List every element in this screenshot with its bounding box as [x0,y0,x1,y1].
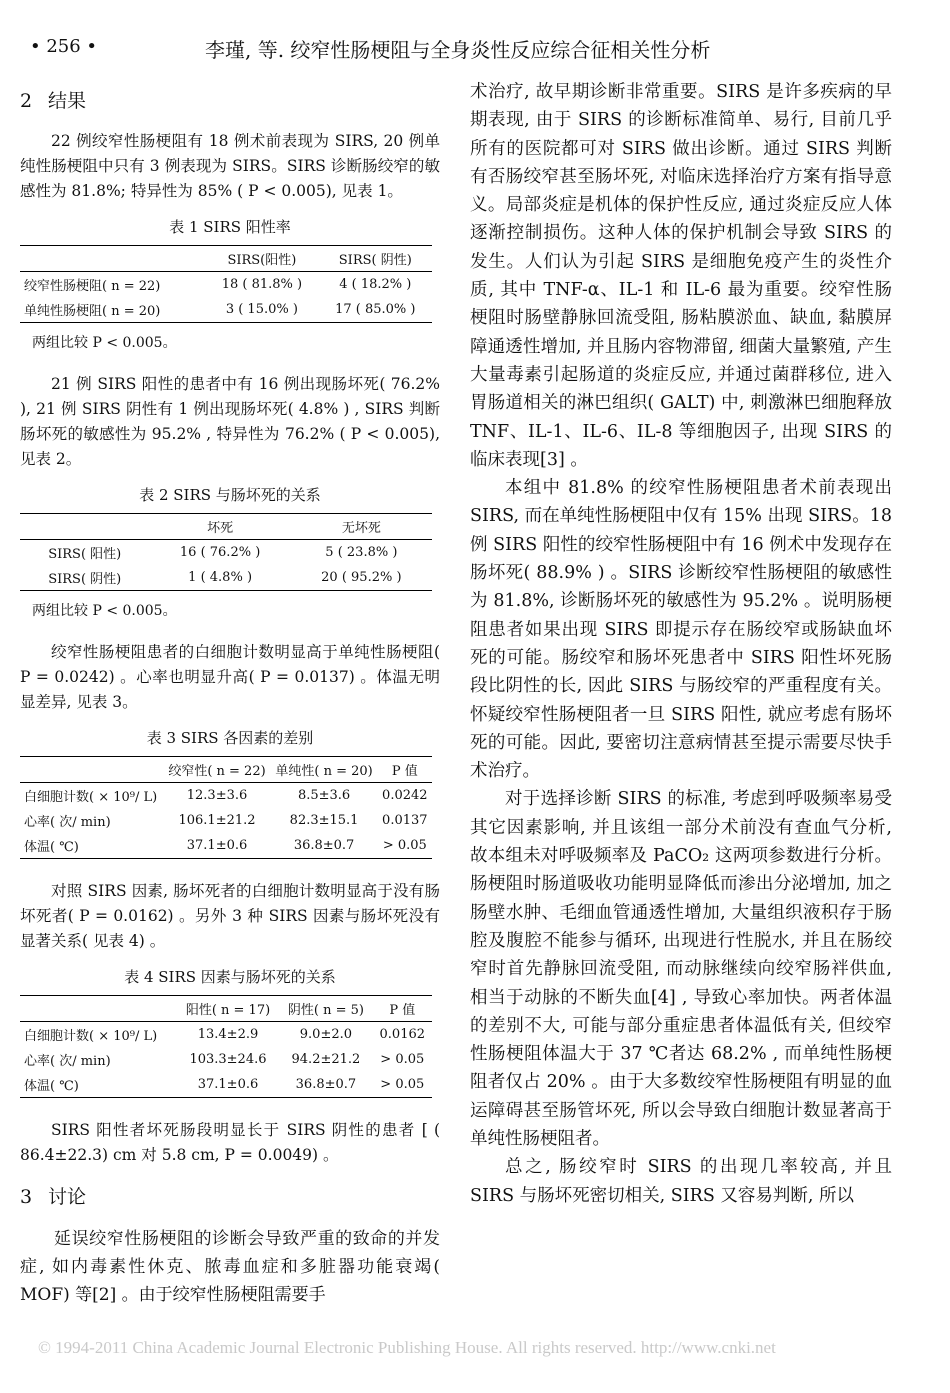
table-row [20,565,432,591]
table-cell: 17 ( 85.0% ) [335,302,416,317]
paragraph: 绞窄性肠梗阻患者的白细胞计数明显高于单纯性肠梗阻( P = 0.0242) 。心率也明显升高( P = 0.0137) 。体温无明显差异, 见表 3。 [20,643,440,711]
table-cell: 0.0137 [382,813,428,828]
table-cell: 37.1±0.6 [186,838,248,853]
table-header-cell: SIRS(阳性) [227,253,297,268]
table-cell: 94.2±21.2 [291,1052,361,1067]
table-cell: 12.3±3.6 [186,788,248,803]
table-row [20,540,432,566]
table-header-cell [20,514,149,540]
table-caption: 表 1 SIRS 阳性率 [169,218,291,236]
table-cell: 16 ( 76.2% ) [179,545,261,560]
table-header-cell: 单纯性( n = 20) [275,764,373,779]
paragraph: 本组中 81.8% 的绞窄性肠梗阻患者术前表现出 SIRS, 而在单纯性肠梗阻中仅有 15% 出现 SIRS。18 例 SIRS 阳性的绞窄性肠梗阻中有 16 例术中发现存在肠坏死( 88.9% ) 。SIRS 诊断绞窄性肠梗阻的敏感性为 81.8%, 诊断肠坏死的敏感性为 95.2% 。说明肠梗阻患者如果出现 SIRS 即提示存在肠绞窄或肠缺血坏死的可能。肠绞窄和肠坏死患者中 SIRS 阳性坏死肠段比阴性的长, 因此 SIRS 与肠绞窄的严重程度有关。怀疑绞窄性肠梗阻者一旦 SIRS 阳性, 就应考虑有肠坏死的可能。因此, 要密切注意病情甚至提示需要尽快手术治疗。 [470,478,892,782]
table-row [20,1047,432,1072]
table-caption: 表 4 SIRS 因素与肠坏死的关系 [124,968,336,986]
table-row [20,808,432,833]
paragraph: SIRS 阳性者坏死肠段明显长于 SIRS 阴性的患者 [ ( 86.4±22.3) cm 对 5.8 cm, P = 0.0049) 。 [20,1121,440,1164]
table-cell: 绞窄性肠梗阻( n = 22) [24,279,161,294]
table-row [20,1022,432,1048]
paragraph: 对于选择诊断 SIRS 的标准, 考虑到呼吸频率易受其它因素影响, 并且该组一部分术前没有查血气分析, 故本组未对呼吸频率及 PaCO₂ 这两项参数进行分析。肠梗阻时肠道吸收功能明显降低而渗出分泌增加, 加之肠壁水肿、毛细血管通透性增加, 大量组织液积存于肠腔及腹腔不能参与循环, 出现进行性脱水, 并且在肠绞窄时首先静脉回流受阻, 而动脉继续向绞窄肠袢供血, 相当于动脉的不断失血[4] , 导致心率加快。两者体温的差别不大, 可能与部分重症患者体温低有关, 但绞窄性肠梗阻体温大于 37 ℃者达 68.2% , 而单纯性肠梗阻者仅占 20% 。由于大多数绞窄性肠梗阻有明显的血运障碍甚至肠管坏死, 所以会导致白细胞计数显著高于单纯性肠梗阻者。 [470,789,892,1149]
section-title: 讨论 [48,1186,87,1208]
table-cell: 82.3±15.1 [289,813,359,828]
table-cell: 心率( 次/ min) [24,1054,111,1069]
table-header-cell: SIRS( 阴性) [338,253,412,268]
paragraph: 总之, 肠绞窄时 SIRS 的出现几率较高, 并且 SIRS 与肠坏死密切相关, SIRS 又容易判断, 所以 [470,1157,892,1206]
table-row [20,272,432,298]
right-column [470,78,892,1210]
table-1 [20,245,432,323]
table-4 [20,995,432,1098]
table-cell: 37.1±0.6 [197,1077,259,1092]
table-header-cell: P 值 [391,764,418,779]
table-cell: 20 ( 95.2% ) [321,570,402,585]
table-cell: 体温( ℃) [24,840,79,855]
table-header-cell: 无坏死 [341,521,381,536]
table-cell: 心率( 次/ min) [24,815,111,830]
section-heading-results [20,86,440,113]
table-cell: 体温( ℃) [24,1079,79,1094]
table-row [20,297,432,323]
page-header [0,26,950,66]
page-number: • 256 • [30,36,98,57]
table-cell: 9.0±2.0 [299,1027,353,1042]
table-cell: 1 ( 4.8% ) [188,570,253,585]
table-header-cell: 坏死 [207,521,234,536]
table-header-cell: 阳性( n = 17) [185,1003,271,1018]
table-caption: 表 3 SIRS 各因素的差别 [146,729,314,747]
section-number: 2 [20,90,33,112]
table-header-cell: P 值 [389,1003,416,1018]
table-cell: 单纯性肠梗阻( n = 20) [24,304,161,319]
paragraph: 对照 SIRS 因素, 肠坏死者的白细胞计数明显高于没有肠坏死者( P = 0.0162) 。另外 3 种 SIRS 因素与肠坏死没有显著关系( 见表 4) 。 [20,882,440,950]
running-title: 李瑾, 等. 绞窄性肠梗阻与全身炎性反应综合征相关性分析 [205,38,711,62]
section-title: 结果 [48,90,87,112]
table-cell: 18 ( 81.8% ) [221,277,303,292]
paragraph: 术治疗, 故早期诊断非常重要。SIRS 是许多疾病的早期表现, 由于 SIRS 的诊断标准简单、易行, 目前几乎所有的医院都可对 SIRS 做出诊断。通过 SIRS 判断有否肠绞窄甚至肠坏死, 对临床选择治疗方案有指导意义。局部炎症是机体的保护性反应, 通过炎症反应人体逐渐控制损伤。这种人体的保护机制会导致 SIRS 的发生。人们认为引起 SIRS 是细胞免疫产生的炎性介质, 其中 TNF-α、IL-1 和 IL-6 最为重要。绞窄性肠梗阻时肠壁静脉回流受阻, 肠粘膜淤血、缺血, 黏膜屏障通透性增加, 并且肠内容物滞留, 细菌大量繁殖, 产生大量毒素引起肠道的炎症反应, 并通过菌群移位, 进入胃肠道相关的淋巴组织( GALT) 中, 刺激淋巴细胞释放 TNF、IL-1、IL-6、IL-8 等细胞因子, 出现 SIRS 的临床表现[3] 。 [470,82,892,470]
table-cell: 3 ( 15.0% ) [225,302,298,317]
table-note: 两组比较 P < 0.005。 [32,603,177,619]
table-cell: 白细胞计数( × 10⁹/ L) [24,1029,158,1044]
table-caption: 表 2 SIRS 与肠坏死的关系 [139,486,321,504]
table-header-cell [20,996,177,1022]
table-cell: 13.4±2.9 [197,1027,259,1042]
paragraph: 21 例 SIRS 阳性的患者中有 16 例出现肠坏死( 76.2% ), 21 例 SIRS 阴性有 1 例出现肠坏死( 4.8% ) , SIRS 判断肠坏死的敏感性为 95.2% , 特异性为 76.2% ( P < 0.005), 见表 2。 [20,375,440,468]
table-cell: 36.8±0.7 [293,838,355,853]
table-cell: SIRS( 阳性) [48,547,122,562]
table-cell: 5 ( 23.8% ) [325,545,398,560]
table-cell: > 0.05 [380,1052,425,1067]
paragraph: 延误绞窄性肠梗阻的诊断会导致严重的致命的并发症, 如内毒素性休克、脓毒血症和多脏器功能衰竭( MOF) 等[2] 。由于绞窄性肠梗阻需要手 [20,1229,440,1305]
table-cell: 白细胞计数( × 10⁹/ L) [24,790,158,805]
table-row [20,1072,432,1098]
table-cell: 0.0242 [382,788,428,803]
table-cell: > 0.05 [382,838,427,853]
table-row [20,833,432,859]
table-header-cell [20,757,163,783]
table-cell: 8.5±3.6 [297,788,351,803]
table-2 [20,513,432,591]
table-row [20,783,432,809]
section-heading-discussion [20,1182,440,1209]
table-cell: 4 ( 18.2% ) [339,277,412,292]
table-cell: 0.0162 [379,1027,426,1042]
table-cell: SIRS( 阴性) [48,572,122,587]
table-header-cell: 阴性( n = 5) [287,1003,364,1018]
table-header-cell: 绞窄性( n = 22) [168,764,266,779]
left-column [20,78,440,1319]
table-cell: 106.1±21.2 [178,813,256,828]
table-cell: 36.8±0.7 [295,1077,357,1092]
table-header-cell [20,246,205,272]
copyright-footer: © 1994-2011 China Academic Journal Electronic Publishing House. All rights reserved. http://www.cnki.net [38,1338,776,1357]
table-note: 两组比较 P < 0.005。 [32,335,177,351]
table-cell: 103.3±24.6 [189,1052,267,1067]
paragraph: 22 例绞窄性肠梗阻有 18 例术前表现为 SIRS, 20 例单纯性肠梗阻中只有 3 例表现为 SIRS。SIRS 诊断肠绞窄的敏感性为 81.8%; 特异性为 85% ( P < 0.005), 见表 1。 [20,132,440,200]
table-3 [20,756,432,859]
table-cell: > 0.05 [380,1077,425,1092]
section-number: 3 [20,1186,33,1208]
